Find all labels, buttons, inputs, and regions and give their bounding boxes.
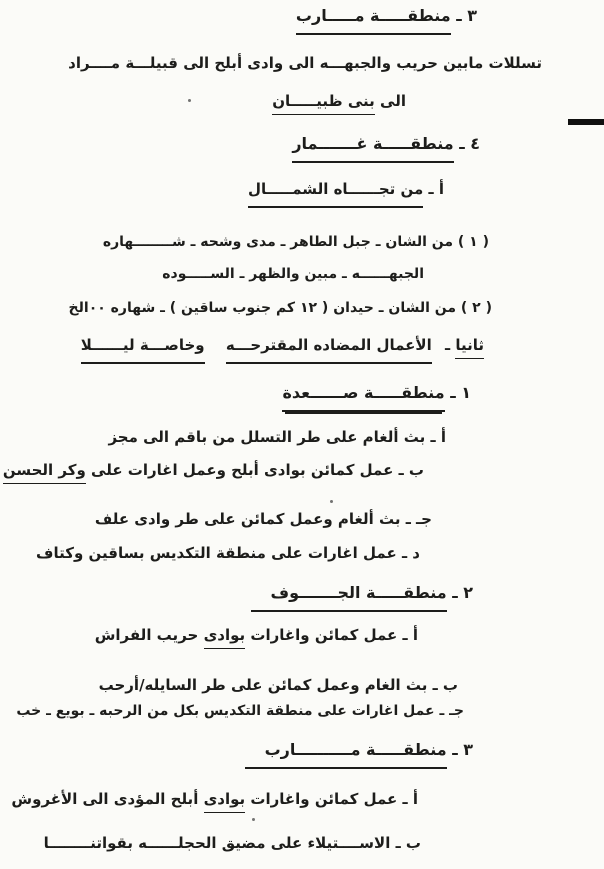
jawf-item-c: جـ ـ عمل اغارات على منطقة التكديس بكل من الرحبه ـ بويع ـ خب (16, 703, 464, 719)
jawf-item-a (95, 626, 418, 649)
scan-speck (252, 818, 255, 821)
subheading-underlined-text: من تجــــــاه الشمـــــال (248, 180, 423, 208)
jawf-item-b: ب ـ بث الغام وعمل كمائن على طر السايله/أرحب (98, 676, 458, 694)
heading-underlined-text: منطقـــــة الجـــــــوف (251, 583, 447, 612)
route-item-1: ( ١ ) من الشان ـ جبل الطاهر ـ مدى وشحه ـ شــــــــهاره (102, 234, 489, 250)
underlined-word: بوادى (204, 790, 246, 813)
dash: ـ (444, 336, 451, 354)
heading-counter-actions (81, 336, 484, 364)
title-especially-at-night: وخاصـــة ليــــــلا (81, 336, 205, 364)
heading-ghamar-4 (292, 134, 480, 163)
heading-marib-3-bottom (245, 740, 473, 769)
text-prefix: الى (374, 92, 406, 110)
scan-speck (330, 500, 333, 503)
scan-speck (188, 99, 191, 102)
scan-edge-mark (568, 119, 604, 125)
subheading-from-north (248, 180, 444, 208)
heading-number: ٣ ـ (450, 6, 477, 25)
route-item-2: ( ٢ ) من الشان ـ حيدان ( ١٢ كم جنوب ساقين ) ـ شهاره ٠٠الخ (68, 300, 492, 316)
marib-item-a (11, 790, 418, 813)
marib-item-b: ب ـ الاســــتيلاء على مضيق الحجلــــــه بقواتنــــــــا (43, 834, 421, 852)
saada-item-b (3, 461, 424, 484)
label-secondly: ثانيا (455, 336, 484, 359)
heading-underlined-text: منطقـــــة غـــــــمار (292, 134, 453, 163)
heading-marib-3 (296, 6, 477, 35)
item-text-cont: أبلح المؤدى الى الأغروش (11, 790, 204, 808)
heading-underlined-text: منطقـــــة صــــــعدة (282, 383, 444, 412)
item-text: أ ـ عمل كمائن واغارات (245, 626, 418, 644)
heading-saada-1 (282, 383, 471, 412)
heading-number: ٤ ـ (453, 134, 480, 153)
heading-underlined-text: منطقـــــة مــــــــــارب (245, 740, 447, 769)
underlined-tribe-name: بنى ظبيـــــان (272, 92, 375, 115)
saada-item-c: جـ ـ بث ألغام وعمل كمائن على طر وادى علف (94, 510, 432, 528)
saada-item-d: د ـ عمل اغارات على منطقة التكديس بساقين وكتاف (36, 544, 420, 562)
heading-number: ١ ـ (444, 383, 471, 402)
heading-jawf-2 (251, 583, 473, 612)
heading-number: ٣ ـ (446, 740, 473, 759)
text-infiltration-routes: تسللات مابين حريب والجبهـــه الى وادى أبلح الى قبيلـــة مــــراد (68, 54, 542, 72)
underlined-place: وكر الحسن (3, 461, 86, 484)
text-to-bani-dhubyan (272, 92, 406, 115)
route-item-1-continuation: الجبهــــــه ـ مبين والظهر ـ الســـــوده (162, 266, 424, 282)
heading-underlined-text: منطقـــــة مـــــارب (296, 6, 451, 35)
heading-number: ٢ ـ (446, 583, 473, 602)
saada-item-a: أ ـ بث ألغام على طر التسلل من باقم الى مجز (108, 428, 446, 446)
item-letter: أ ـ (423, 180, 444, 198)
item-text-cont: حريب الفراش (94, 626, 204, 644)
item-text: أ ـ عمل كمائن واغارات (245, 790, 418, 808)
item-text: ب ـ عمل كمائن بوادى أبلح وعمل اغارات على (85, 461, 424, 479)
underlined-word: بوادى (204, 626, 246, 649)
title-counter-actions: الأعمال المضاده المقترحـــه (226, 336, 432, 364)
